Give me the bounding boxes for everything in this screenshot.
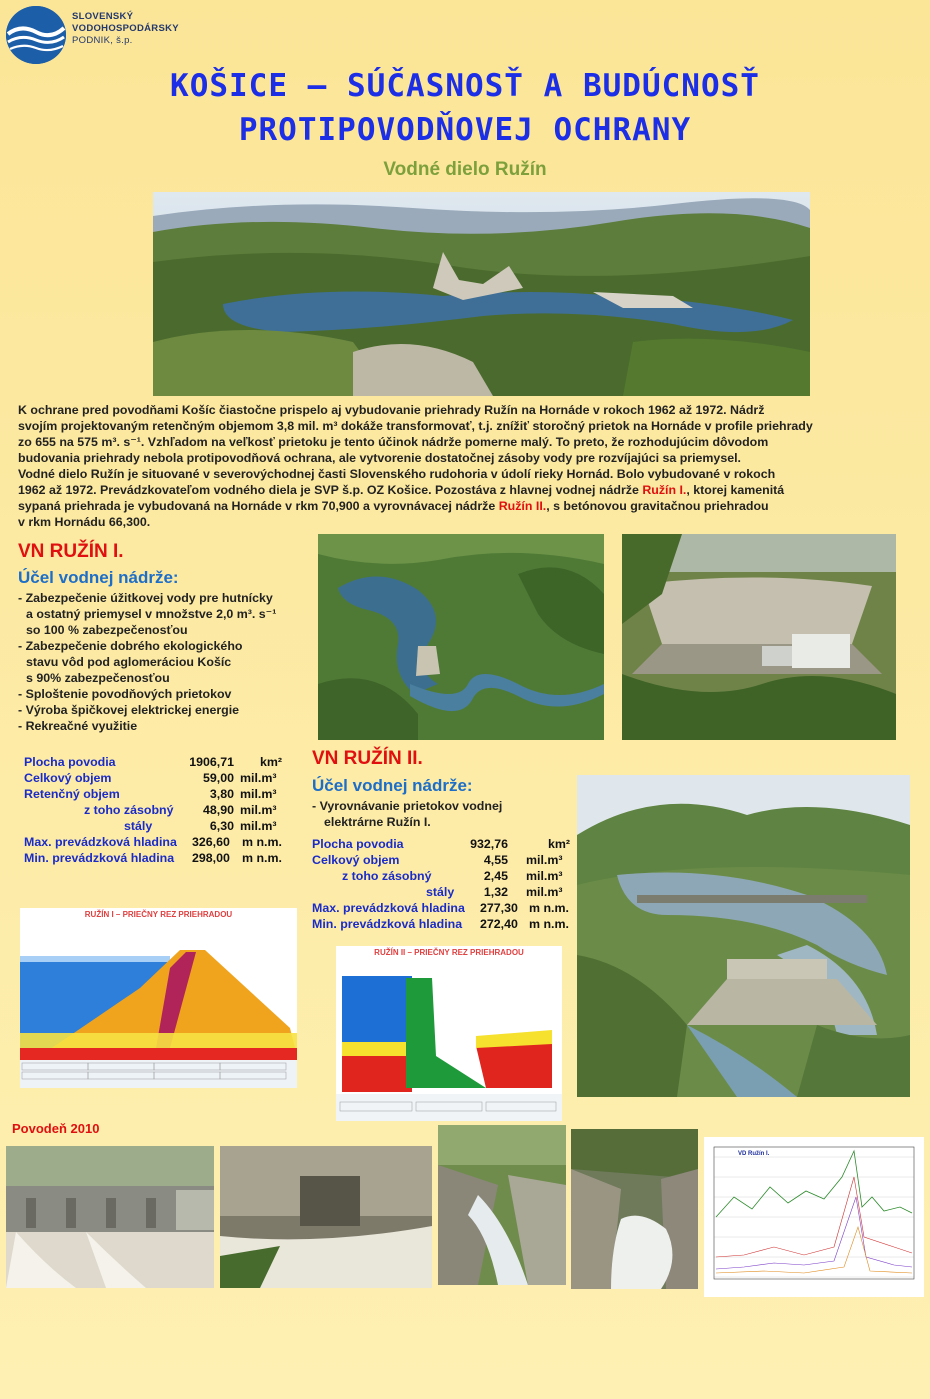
dam-face-photo-ruzin-1: [622, 534, 896, 740]
purpose-item: so 100 % zabezpečenosťou: [26, 623, 188, 637]
stat-row: [312, 868, 578, 884]
stat-value: 48,90: [202, 803, 234, 817]
vn-ruzin-2-stats: [312, 836, 578, 932]
photo-ruzin-2: [577, 775, 910, 1097]
flood-photo-4: [571, 1129, 698, 1289]
intro-line: [18, 482, 913, 498]
ruzin-1-highlight: Ružín I.: [642, 483, 687, 497]
logo-line-3: PODNIK, š.p.: [72, 35, 133, 46]
stat-label: z toho zásobný: [84, 803, 174, 817]
vn-ruzin-1-title: VN RUŽÍN I.: [18, 541, 124, 562]
flood-photo-2: [220, 1146, 432, 1288]
page-title-line-1: KOŠICE – SÚČASNOSŤ A BUDÚCNOSŤ: [170, 68, 760, 104]
stat-value: 3,80: [209, 787, 234, 801]
stat-value: 298,00: [192, 851, 230, 865]
graph-title: VD Ružín I.: [738, 1151, 770, 1157]
stat-label: z toho zásobný: [342, 869, 432, 883]
stat-unit: km²: [548, 837, 571, 851]
panorama-photo: [153, 192, 810, 396]
intro-line: [18, 498, 913, 514]
stat-unit: mil.m³: [240, 803, 277, 817]
vn-ruzin-2-purpose-list: [312, 798, 502, 830]
flood-flow-graph: [704, 1137, 924, 1297]
stat-value: 2,45: [483, 869, 508, 883]
stat-unit: mil.m³: [240, 771, 277, 785]
flood-photo-3: [438, 1125, 566, 1285]
intro-line: Vodné dielo Ružín je situované v severovýchodnej časti Slovenského rudohoria v údolí rieky Hornád. Bolo vybudované v rokoch: [18, 467, 776, 481]
stat-unit: mil.m³: [526, 885, 563, 899]
stat-unit: mil.m³: [240, 787, 277, 801]
stat-row: [312, 836, 578, 852]
stat-row: [24, 818, 294, 834]
stat-unit: mil.m³: [526, 869, 563, 883]
stat-value: 932,76: [470, 837, 508, 851]
cross-section-ruzin-1: [20, 908, 297, 1088]
purpose-item: - Zabezpečenie úžitkovej vody pre hutnícky: [18, 591, 273, 605]
stat-row: [24, 786, 294, 802]
stat-unit: km²: [260, 755, 283, 769]
stat-label: Celkový objem: [24, 771, 112, 785]
purpose-item: - Zabezpečenie dobrého ekologického: [18, 639, 243, 653]
vn-ruzin-1-purpose-list: [18, 590, 276, 734]
ruzin-2-highlight: Ružín II.: [498, 499, 547, 513]
flood-2010-caption: Povodeň 2010: [12, 1121, 100, 1136]
intro-line: v rkm Hornádu 66,300.: [18, 515, 151, 529]
cross-section-ruzin-2: [336, 946, 562, 1121]
stat-label: stály: [426, 885, 455, 899]
stat-value: 6,30: [209, 819, 234, 833]
vn-ruzin-1-stats: [24, 754, 294, 866]
stat-row: [312, 852, 578, 868]
stat-label: Celkový objem: [312, 853, 400, 867]
intro-text-span: , ktorej kamenitá: [686, 483, 785, 497]
stat-row: [24, 802, 294, 818]
logo-line-2: VODOHOSPODÁRSKY: [72, 23, 179, 34]
intro-text-span: sypaná priehrada je vybudovaná na Hornáde v rkm 70,900 a vyrovnávacej nádrže: [18, 499, 499, 513]
vn-ruzin-1-purpose-title: Účel vodnej nádrže:: [18, 568, 179, 587]
intro-line: svojím projektovaným retenčným objemom 3,8 mil. m³ dokáže transformovať, t.j. znížiť storočný prietok na Hornáde v profile priehrady: [18, 419, 813, 433]
logo-text: [72, 11, 179, 47]
intro-text-span: , s betónovou gravitačnou priehradou: [546, 499, 769, 513]
intro-line: budovania priehrady nebola protipovodňová ochrana, ale vytvorenie dostatočnej zásoby vody pre rozvíjajúci sa priemysel.: [18, 451, 741, 465]
stat-label: stály: [124, 819, 153, 833]
diagram-title: RUŽÍN I – PRIEČNY REZ PRIEHRADOU: [84, 910, 233, 919]
purpose-item: elektrárne Ružín I.: [324, 815, 431, 829]
stat-row: [312, 900, 578, 916]
stat-row: [24, 834, 294, 850]
purpose-item: stavu vôd pod aglomeráciou Košíc: [26, 655, 232, 669]
stat-unit: m n.m.: [242, 835, 282, 849]
intro-line: K ochrane pred povodňami Košíc čiastočne prispelo aj vybudovanie priehrady Ružín na Hornáde v rokoch 1962 až 1972. Nádrž: [18, 403, 765, 417]
vn-ruzin-2-title: VN RUŽÍN II.: [312, 748, 423, 769]
stat-row: [312, 916, 578, 932]
stat-row: [24, 770, 294, 786]
stat-label: Plocha povodia: [24, 755, 116, 769]
purpose-item: - Sploštenie povodňových prietokov: [18, 687, 232, 701]
stat-row: [24, 754, 294, 770]
stat-label: Retenčný objem: [24, 787, 120, 801]
stat-label: Min. prevádzková hladina: [312, 917, 463, 931]
stat-row: [312, 884, 578, 900]
aerial-photo-ruzin-1: [318, 534, 604, 740]
logo-emblem: [6, 6, 66, 64]
stat-label: Max. prevádzková hladina: [24, 835, 177, 849]
purpose-item: - Rekreačné využitie: [18, 719, 138, 733]
vn-ruzin-2-purpose-title: Účel vodnej nádrže:: [312, 776, 473, 795]
intro-line: zo 655 na 575 m³. s⁻¹. Vzhľadom na veľkosť prietoku je tento účinok nádrže pomerne malý. To preto, že rozhodujúcim dôvodom: [18, 435, 769, 449]
stat-label: Plocha povodia: [312, 837, 404, 851]
stat-label: Max. prevádzková hladina: [312, 901, 465, 915]
stat-label: Min. prevádzková hladina: [24, 851, 175, 865]
logo-line-1: SLOVENSKÝ: [72, 11, 134, 22]
stat-value: 1,32: [483, 885, 508, 899]
stat-unit: m n.m.: [529, 901, 569, 915]
intro-text: [18, 402, 913, 530]
stat-value: 59,00: [202, 771, 234, 785]
stat-unit: m n.m.: [529, 917, 569, 931]
stat-value: 277,30: [480, 901, 518, 915]
stat-value: 1906,71: [189, 755, 234, 769]
purpose-item: - Vyrovnávanie prietokov vodnej: [312, 799, 503, 813]
purpose-item: - Výroba špičkovej elektrickej energie: [18, 703, 240, 717]
stat-unit: mil.m³: [526, 853, 563, 867]
stat-unit: m n.m.: [242, 851, 282, 865]
page-title-line-2: PROTIPOVODŇOVEJ OCHRANY: [238, 112, 692, 148]
page-subtitle: Vodné dielo Ružín: [383, 159, 547, 180]
stat-row: [24, 850, 294, 866]
diagram-title: RUŽÍN II – PRIEČNY REZ PRIEHRADOU: [374, 948, 524, 957]
stat-unit: mil.m³: [240, 819, 277, 833]
purpose-item: s 90% zabezpečenosťou: [26, 671, 170, 685]
stat-value: 326,60: [192, 835, 230, 849]
intro-text-span: 1962 až 1972. Prevádzkovateľom vodného diela je SVP š.p. OZ Košice. Pozostáva z hlavnej vodnej nádrže: [18, 483, 643, 497]
flood-photo-1: [6, 1146, 214, 1288]
stat-value: 4,55: [483, 853, 508, 867]
stat-value: 272,40: [480, 917, 518, 931]
purpose-item: a ostatný priemysel v množstve 2,0 m³. s⁻¹: [26, 607, 277, 621]
